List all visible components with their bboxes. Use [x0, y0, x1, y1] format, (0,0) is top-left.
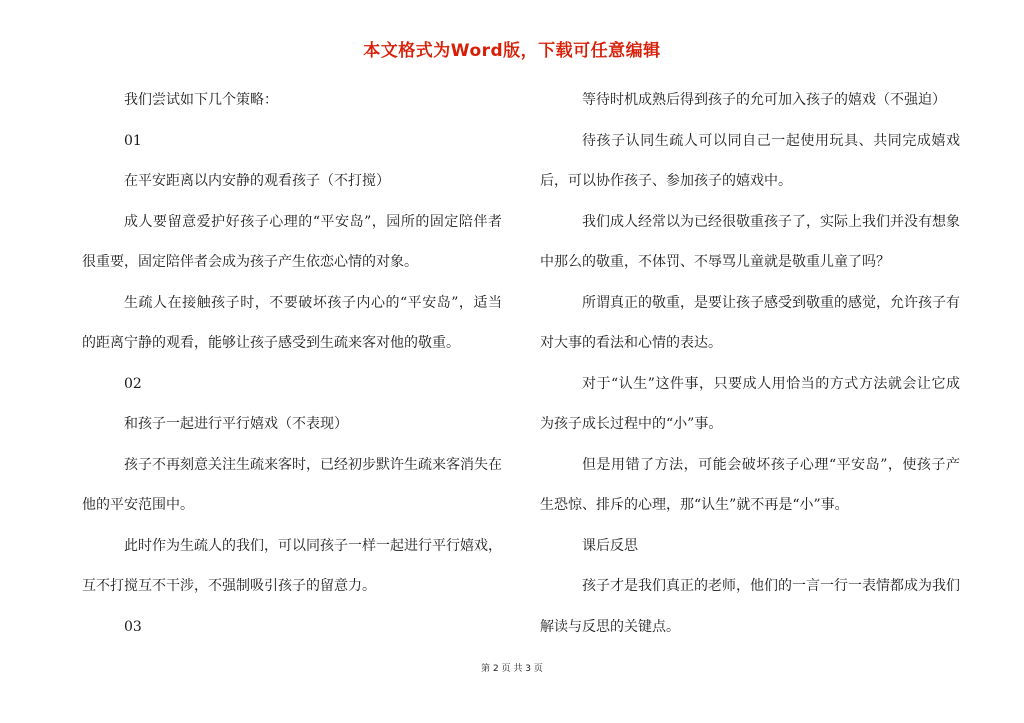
page-footer: 第 2 页 共 3 页	[481, 664, 543, 674]
paragraph: 所谓真正的敬重，是要让孩子感受到敬重的感觉，允许孩子有对大事的看法和心情的表达。	[540, 294, 960, 351]
paragraph: 成人要留意爱护好孩子心理的“平安岛”，园所的固定陪伴者很重要，固定陪伴者会成为孩子产生依恋心情的对象。	[82, 213, 502, 270]
right-column	[540, 80, 960, 647]
section-heading: 课后反思	[582, 537, 638, 554]
paragraph: 待孩子认同生疏人可以同自己一起使用玩具、共同完成嬉戏后，可以协作孩子、参加孩子的嬉戏中。	[540, 132, 960, 189]
section-heading: 等待时机成熟后得到孩子的允可加入孩子的嬉戏（不强迫）	[582, 92, 946, 108]
paragraph: 生疏人在接触孩子时，不要破坏孩子内心的“平安岛”，适当的距离宁静的观看，能够让孩子感受到生疏来客对他的敬重。	[82, 294, 502, 351]
section-number: 01	[124, 132, 142, 149]
section-number: 02	[124, 375, 142, 392]
paragraph: 此时作为生疏人的我们，可以同孩子一样一起进行平行嬉戏，互不打搅互不干涉，不强制吸引孩子的留意力。	[82, 537, 502, 594]
paragraph: 我们成人经常以为已经很敬重孩子了，实际上我们并没有想象中那么的敬重，不体罚、不辱骂儿童就是敬重儿童了吗？	[540, 213, 960, 270]
paragraph: 孩子才是我们真正的老师，他们的一言一行一表情都成为我们解读与反思的关键点。	[540, 578, 960, 635]
left-column	[82, 80, 502, 647]
paragraph: 但是用错了方法，可能会破坏孩子心理“平安岛”，使孩子产生恐惊、排斥的心理，那“认生”就不再是“小”事。	[540, 456, 960, 513]
section-number: 03	[124, 618, 142, 635]
paragraph: 我们尝试如下几个策略：	[124, 92, 278, 108]
section-heading: 在平安距离以内安静的观看孩子（不打搅）	[124, 173, 390, 189]
paragraph: 孩子不再刻意关注生疏来客时，已经初步默许生疏来客消失在他的平安范围中。	[82, 456, 502, 513]
section-heading: 和孩子一起进行平行嬉戏（不表现）	[124, 416, 348, 432]
document-banner: 本文格式为Word版，下载可任意编辑	[363, 41, 661, 61]
paragraph: 对于“认生”这件事，只要成人用恰当的方式方法就会让它成为孩子成长过程中的“小”事。	[540, 375, 960, 432]
